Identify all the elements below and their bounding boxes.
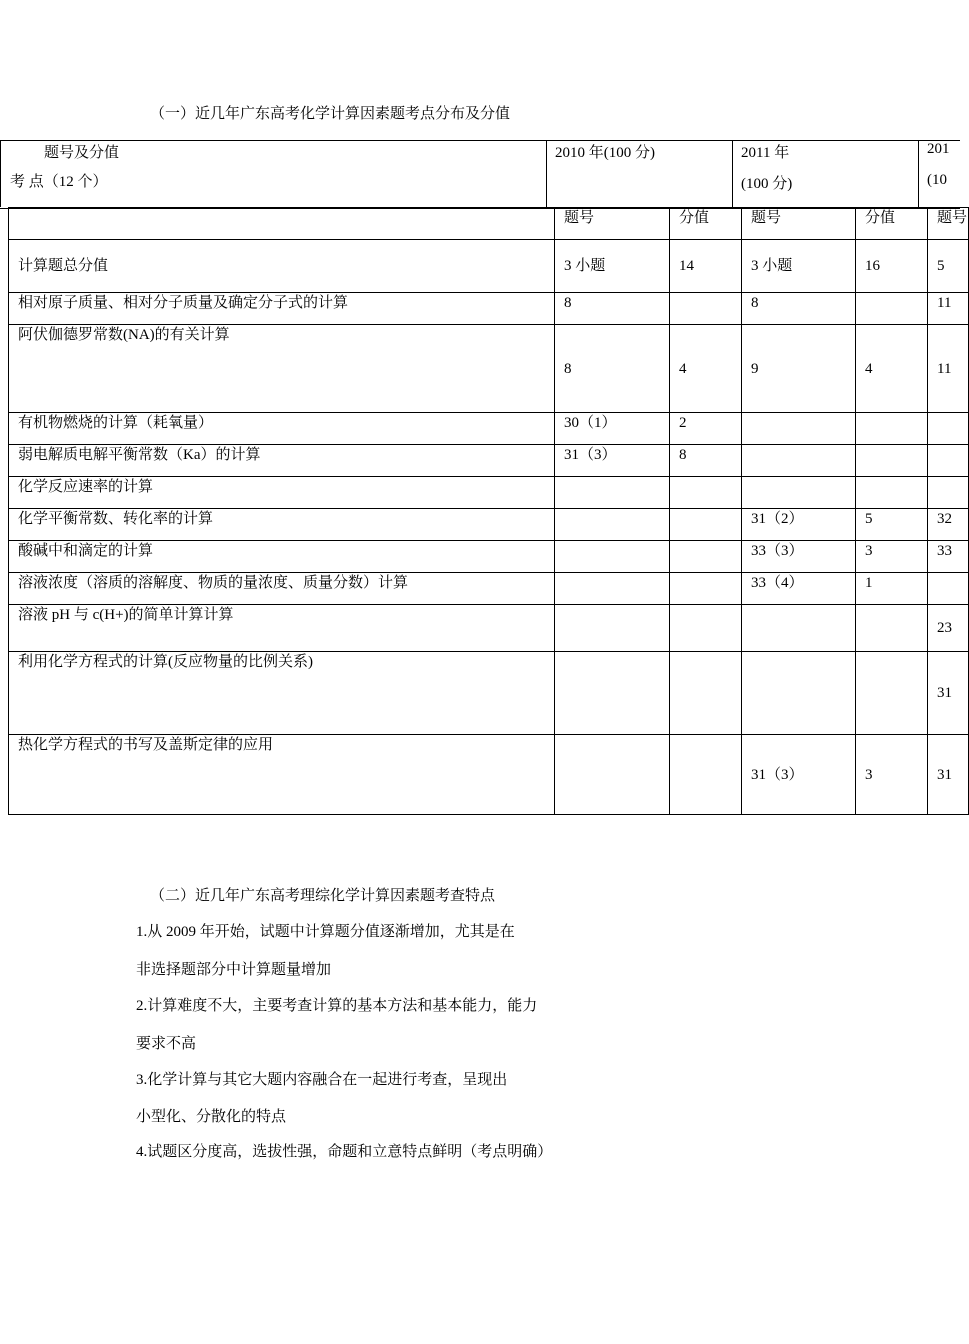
col-number-header: 题号 bbox=[937, 210, 968, 226]
value-cell bbox=[856, 652, 928, 735]
value-cell bbox=[742, 477, 856, 509]
col-number-header: 题号 bbox=[751, 210, 782, 226]
topic-cell: 利用化学方程式的计算(反应物量的比例关系) bbox=[9, 652, 555, 735]
value-cell bbox=[670, 509, 742, 541]
value-cell bbox=[856, 293, 928, 325]
table-row bbox=[9, 445, 969, 477]
value-cell: 1 bbox=[856, 573, 928, 605]
value-cell: 11 bbox=[928, 293, 969, 325]
value-cell bbox=[670, 605, 742, 652]
table-row bbox=[9, 509, 969, 541]
value-cell bbox=[856, 477, 928, 509]
table-row bbox=[9, 573, 969, 605]
table-row bbox=[9, 541, 969, 573]
value-cell: 8 bbox=[742, 293, 856, 325]
value-cell bbox=[742, 605, 856, 652]
value-cell: 33（4） bbox=[742, 573, 856, 605]
value-cell: 2 bbox=[670, 413, 742, 445]
value-cell: 31（2） bbox=[742, 509, 856, 541]
point-line: 非选择题部分中计算题量增加 bbox=[136, 962, 332, 978]
table-row bbox=[9, 652, 969, 735]
value-cell: 4 bbox=[856, 325, 928, 413]
col-number-header: 题号 bbox=[564, 210, 595, 226]
value-cell: 30（1） bbox=[555, 413, 670, 445]
value-cell: 8 bbox=[555, 293, 670, 325]
value-cell: 32 bbox=[928, 509, 969, 541]
point-line: 4.试题区分度高，选拔性强，命题和立意特点鲜明（考点明确） bbox=[136, 1144, 553, 1160]
year-2010-header: 2010 年(100 分) bbox=[555, 145, 655, 161]
header-divider bbox=[732, 140, 733, 207]
table-row bbox=[9, 413, 969, 445]
year-2012-header: 201 bbox=[927, 141, 950, 157]
value-cell bbox=[555, 477, 670, 509]
value-cell bbox=[670, 735, 742, 815]
table-row bbox=[9, 240, 969, 293]
value-cell: 9 bbox=[742, 325, 856, 413]
table-row bbox=[9, 735, 969, 815]
topic-cell: 弱电解质电解平衡常数（Ka）的计算 bbox=[9, 445, 555, 477]
value-cell bbox=[555, 541, 670, 573]
value-cell bbox=[856, 445, 928, 477]
value-cell bbox=[670, 293, 742, 325]
header-divider bbox=[546, 140, 547, 207]
value-cell: 31 bbox=[928, 652, 969, 735]
value-cell bbox=[742, 445, 856, 477]
col-score-header: 分值 bbox=[679, 210, 710, 226]
topic-cell: 化学反应速率的计算 bbox=[9, 477, 555, 509]
value-cell: 8 bbox=[670, 445, 742, 477]
value-cell bbox=[742, 652, 856, 735]
value-cell bbox=[856, 413, 928, 445]
value-cell bbox=[742, 413, 856, 445]
topic-cell: 热化学方程式的书写及盖斯定律的应用 bbox=[9, 735, 555, 815]
value-cell bbox=[670, 573, 742, 605]
point-line: 1.从 2009 年开始，试题中计算题分值逐渐增加，尤其是在 bbox=[136, 924, 515, 940]
value-cell: 14 bbox=[670, 240, 742, 293]
header-divider bbox=[918, 140, 919, 207]
table-row bbox=[9, 293, 969, 325]
col-score-header: 分值 bbox=[865, 210, 896, 226]
blank-cell bbox=[9, 208, 555, 240]
value-cell bbox=[555, 509, 670, 541]
value-cell bbox=[670, 541, 742, 573]
table-row bbox=[9, 325, 969, 413]
value-cell: 3 bbox=[856, 541, 928, 573]
value-cell: 5 bbox=[856, 509, 928, 541]
topic-cell: 相对原子质量、相对分子质量及确定分子式的计算 bbox=[9, 293, 555, 325]
table-header bbox=[0, 140, 960, 209]
value-cell bbox=[928, 573, 969, 605]
table-row bbox=[9, 605, 969, 652]
value-cell: 31 bbox=[928, 735, 969, 815]
value-cell bbox=[555, 573, 670, 605]
value-cell bbox=[670, 652, 742, 735]
value-cell: 23 bbox=[928, 605, 969, 652]
corner-header-top: 题号及分值 bbox=[44, 145, 120, 161]
value-cell: 3 小题 bbox=[555, 240, 670, 293]
value-cell bbox=[856, 605, 928, 652]
topic-cell: 计算题总分值 bbox=[9, 240, 555, 293]
value-cell bbox=[670, 477, 742, 509]
value-cell bbox=[928, 413, 969, 445]
value-cell bbox=[928, 445, 969, 477]
point-line: 要求不高 bbox=[136, 1036, 197, 1052]
value-cell: 33（3） bbox=[742, 541, 856, 573]
value-cell: 4 bbox=[670, 325, 742, 413]
topic-cell: 溶液浓度（溶质的溶解度、物质的量浓度、质量分数）计算 bbox=[9, 573, 555, 605]
value-cell bbox=[555, 735, 670, 815]
value-cell bbox=[928, 477, 969, 509]
year-2012-score: (10 bbox=[927, 172, 947, 188]
point-line: 小型化、分散化的特点 bbox=[136, 1109, 287, 1125]
value-cell: 16 bbox=[856, 240, 928, 293]
section1-title: （一）近几年广东高考化学计算因素题考点分布及分值 bbox=[150, 106, 511, 122]
header-divider bbox=[0, 140, 1, 207]
point-line: 3.化学计算与其它大题内容融合在一起进行考查，呈现出 bbox=[136, 1072, 508, 1088]
topic-cell: 有机物燃烧的计算（耗氧量） bbox=[9, 413, 555, 445]
topic-cell: 溶液 pH 与 c(H+)的简单计算计算 bbox=[9, 605, 555, 652]
value-cell bbox=[555, 652, 670, 735]
year-2011-header: 2011 年 bbox=[741, 145, 790, 161]
year-2011-score: (100 分) bbox=[741, 176, 793, 192]
value-cell: 3 bbox=[856, 735, 928, 815]
topic-cell: 酸碱中和滴定的计算 bbox=[9, 541, 555, 573]
value-cell: 8 bbox=[555, 325, 670, 413]
value-cell: 3 小题 bbox=[742, 240, 856, 293]
corner-header-bottom: 考 点（12 个） bbox=[10, 174, 108, 190]
value-cell: 5 bbox=[928, 240, 969, 293]
table-row bbox=[9, 477, 969, 509]
value-cell bbox=[555, 605, 670, 652]
data-table bbox=[8, 207, 969, 815]
value-cell: 11 bbox=[928, 325, 969, 413]
section2-title: （二）近几年广东高考理综化学计算因素题考查特点 bbox=[150, 888, 496, 904]
point-line: 2.计算难度不大，主要考查计算的基本方法和基本能力，能力 bbox=[136, 998, 538, 1014]
topic-cell: 阿伏伽德罗常数(NA)的有关计算 bbox=[9, 325, 555, 413]
subheader-row bbox=[9, 208, 969, 240]
value-cell: 31（3） bbox=[555, 445, 670, 477]
value-cell: 31（3） bbox=[742, 735, 856, 815]
value-cell: 33 bbox=[928, 541, 969, 573]
topic-cell: 化学平衡常数、转化率的计算 bbox=[9, 509, 555, 541]
